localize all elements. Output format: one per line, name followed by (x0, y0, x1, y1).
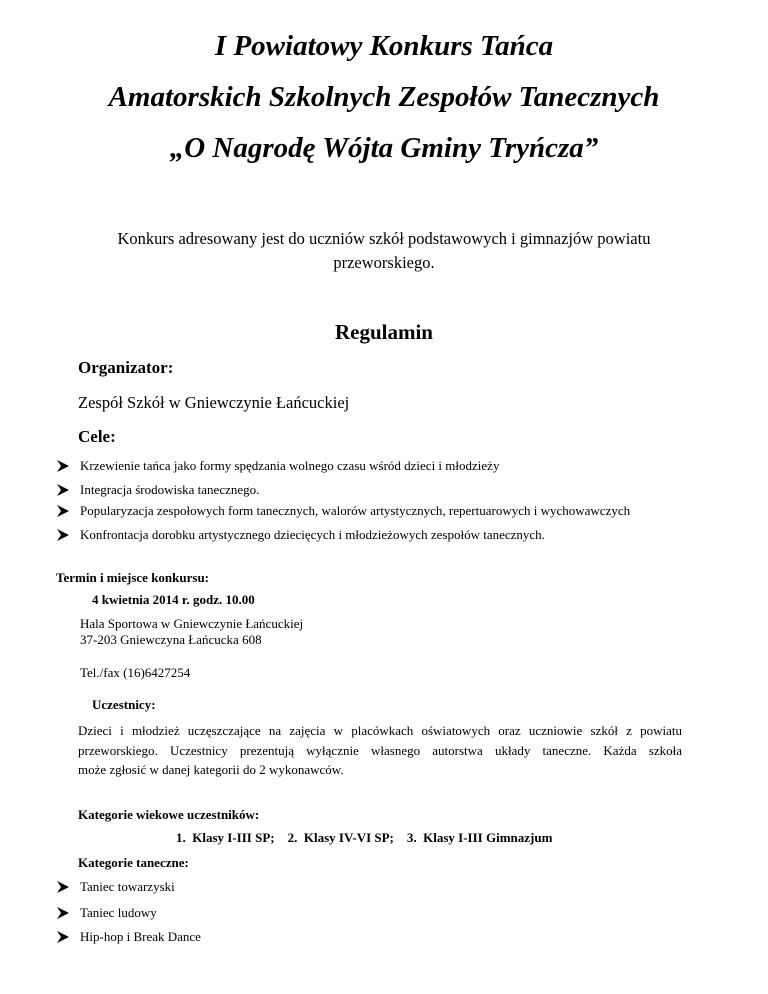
cele-item (56, 458, 499, 474)
cele-item (56, 527, 545, 543)
cele-item-label: Konfrontacja dorobku artystycznego dziecięcych i młodzieżowych zespołów tanecznych. (80, 527, 545, 542)
title-line-3: „O Nagrodę Wójta Gminy Tryńcza” (169, 132, 599, 164)
kategoria-item (56, 929, 201, 945)
kategoria-item (56, 879, 175, 895)
arrow-bullet-icon (56, 484, 70, 496)
cele-heading: Cele: (78, 427, 116, 446)
kategoria-item-label: Hip-hop i Break Dance (80, 929, 201, 944)
kategoria-item-label: Taniec towarzyski (80, 879, 175, 894)
kategoria-item (56, 905, 157, 921)
termin-date: 4 kwietnia 2014 r. godz. 10.00 (92, 592, 255, 607)
kategorie-taneczne-heading: Kategorie taneczne: (78, 855, 189, 870)
termin-address-line-2: 37-203 Gniewczyna Łańcucka 608 (80, 632, 262, 647)
arrow-bullet-icon (56, 907, 70, 919)
cele-item (56, 482, 259, 498)
uczestnicy-line-3: może zgłosić w danej kategorii do 2 wykonawców. (78, 762, 344, 777)
uczestnicy-text (78, 721, 682, 780)
cele-item (56, 503, 630, 519)
cele-item-label: Popularyzacja zespołowych form tanecznych, walorów artystycznych, repertuarowych i wychowawczych (80, 503, 631, 518)
intro-line-2: przeworskiego. (333, 253, 435, 272)
kategorie-wiekowe-heading: Kategorie wiekowe uczestników: (78, 807, 260, 822)
title-line-1: I Powiatowy Konkurs Tańca (214, 30, 554, 62)
intro-line-1: Konkurs adresowany jest do uczniów szkół podstawowych i gimnazjów powiatu (117, 229, 651, 248)
arrow-bullet-icon (56, 505, 70, 517)
uczestnicy-line-2: przeworskiego. Uczestnicy prezentują wyłącznie własnego autorstwa układy taneczne. Każda szkoła (78, 742, 682, 758)
termin-heading: Termin i miejsce konkursu: (56, 570, 209, 585)
cele-item-label: Krzewienie tańca jako formy spędzania wolnego czasu wśród dzieci i młodzieży (80, 458, 500, 473)
kategorie-wiekowe-list: 1. Klasy I-III SP; 2. Klasy IV-VI SP; 3. Klasy I-III Gimnazjum (176, 830, 553, 845)
arrow-bullet-icon (56, 529, 70, 541)
organizator-value: Zespół Szkół w Gniewczynie Łańcuckiej (78, 393, 350, 412)
regulamin-heading: Regulamin (334, 320, 433, 344)
title-line-2: Amatorskich Szkolnych Zespołów Tanecznych (108, 81, 660, 113)
uczestnicy-heading: Uczestnicy: (92, 697, 156, 712)
termin-address-line-1: Hala Sportowa w Gniewczynie Łańcuckiej (80, 616, 304, 631)
uczestnicy-line-1: Dzieci i młodzież uczęszczające na zajęcia w placówkach oświatowych oraz uczniowie szkół z powiatu (78, 723, 682, 738)
arrow-bullet-icon (56, 931, 70, 943)
organizator-heading: Organizator: (78, 358, 174, 377)
arrow-bullet-icon (56, 460, 70, 472)
cele-item-label: Integracja środowiska tanecznego. (80, 482, 260, 497)
arrow-bullet-icon (56, 881, 70, 893)
kategoria-item-label: Taniec ludowy (80, 905, 157, 920)
termin-phone: Tel./fax (16)6427254 (80, 665, 191, 680)
